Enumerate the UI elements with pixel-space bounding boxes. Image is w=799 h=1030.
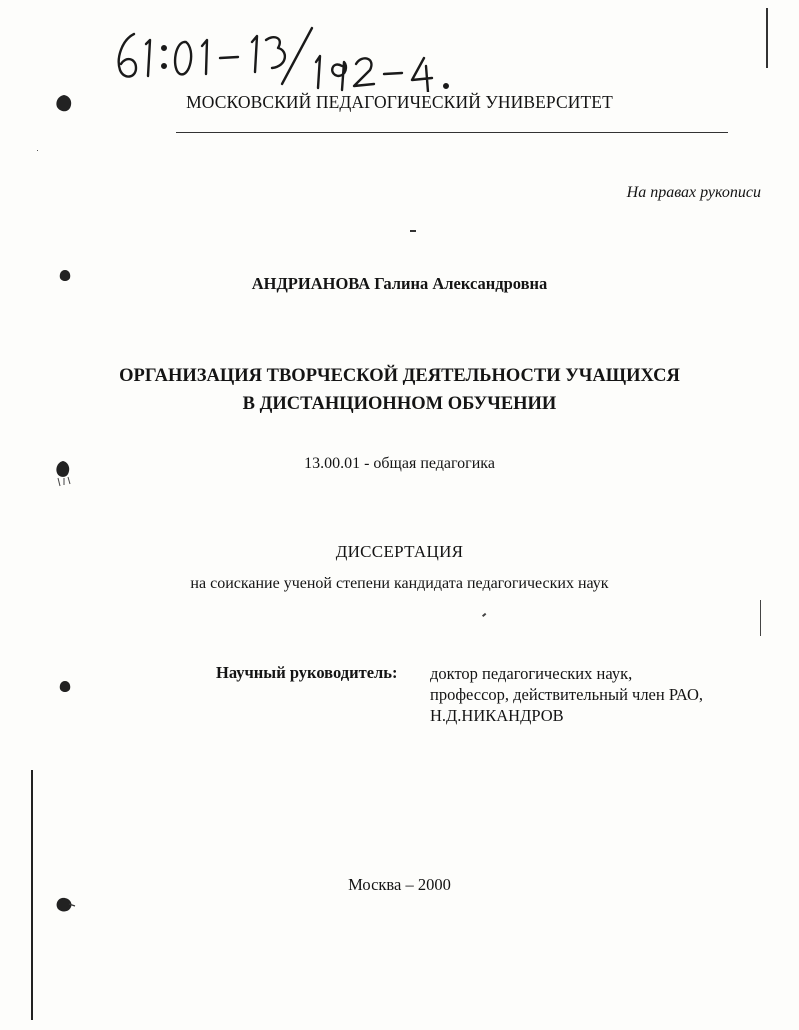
document-type: ДИССЕРТАЦИЯ (335, 542, 464, 561)
binding-edge-shadow (31, 770, 33, 1020)
binding-hole-mark (56, 678, 74, 696)
scan-edge-line (766, 8, 768, 68)
degree-purpose: на соискание ученой степени кандидата педагогических наук (190, 575, 609, 592)
header-divider (176, 132, 728, 133)
stray-mark (410, 230, 416, 232)
university-name: МОСКОВСКИЙ ПЕДАГОГИЧЕСКИЙ УНИВЕРСИТЕТ (186, 92, 613, 112)
supervisor-name: Н.Д.НИКАНДРОВ (430, 706, 564, 725)
binding-hole-mark (52, 92, 76, 116)
manuscript-note: На правах рукописи (626, 184, 761, 201)
binding-hole-mark (56, 267, 74, 285)
scan-edge-line (760, 600, 761, 636)
supervisor-position: профессор, действительный член РАО, (430, 685, 704, 704)
supervisor-details (430, 663, 703, 726)
supervisor-degree: доктор педагогических наук, (430, 664, 633, 683)
dissertation-title (0, 362, 799, 418)
specialty-code: 13.00.01 - общая педагогика (304, 455, 495, 472)
title-line-1: ОРГАНИЗАЦИЯ ТВОРЧЕСКОЙ ДЕЯТЕЛЬНОСТИ УЧАЩИХСЯ (119, 366, 680, 386)
binding-hole-mark (52, 894, 76, 916)
binding-hole-mark (52, 458, 74, 488)
stray-mark (482, 613, 486, 617)
scan-dot (37, 150, 38, 151)
title-line-2: В ДИСТАНЦИОННОМ ОБУЧЕНИИ (242, 394, 557, 414)
author-name: АНДРИАНОВА Галина Александровна (251, 274, 548, 293)
city-year: Москва – 2000 (348, 875, 451, 894)
supervisor-label: Научный руководитель: (216, 663, 398, 682)
